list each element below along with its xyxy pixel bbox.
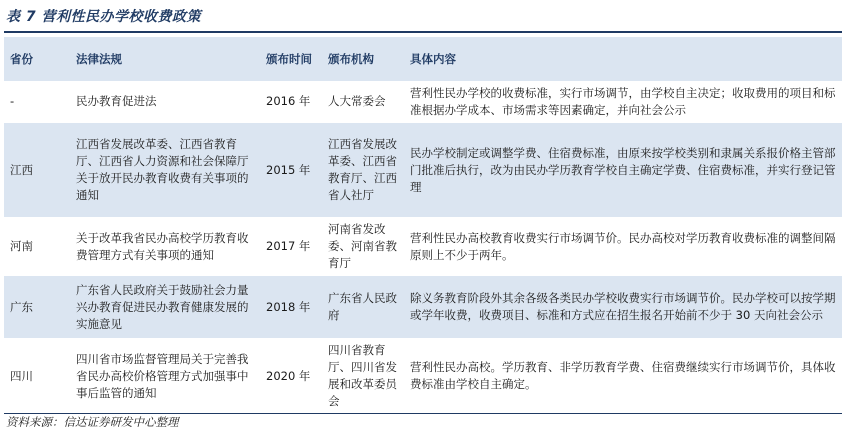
header-agency: 颁布机构: [328, 51, 374, 66]
cell-law: 关于改革我省民办高校学历教育收费管理方式有关事项的通知: [76, 230, 249, 262]
header-province: 省份: [10, 51, 33, 66]
header-date: 颁布时间: [266, 51, 312, 66]
source-note: 资料来源：信达证券研发中心整理: [6, 415, 179, 429]
cell-agency: 人大常委会: [328, 94, 386, 108]
cell-province: 广东: [10, 299, 33, 314]
policy-table: [4, 37, 842, 414]
table-row: [4, 339, 842, 414]
cell-agency: 江西省发展改革委、江西省教育厅、江西省人社厅: [328, 137, 397, 202]
cell-date: 2015 年: [266, 162, 311, 177]
table-row: [4, 218, 842, 276]
cell-content: 营利性民办高校。学历教育、非学历教育学费、住宿费继续实行市场调节价，具体收费标准由学校自主确定。: [410, 360, 836, 391]
title-divider: [4, 31, 842, 33]
cell-content: 民办学校制定或调整学费、住宿费标准，由原来按学校类别和隶属关系报价格主管部门批准后执行，改为由民办学历教育学校自主确定学费、住宿费标准，并实行登记管理: [410, 145, 836, 194]
cell-content: 营利性民办学校的收费标准，实行市场调节，由学校自主决定；收取费用的项目和标准根据办学成本、市场需求等因素确定，并向社会公示: [410, 85, 836, 117]
cell-province: -: [10, 94, 15, 108]
table-header-row: [4, 37, 842, 81]
cell-province: 河南: [10, 239, 33, 253]
cell-law: 四川省市场监督管理局关于完善我省民办高校价格管理方式加强事中事后监管的通知: [76, 351, 249, 400]
table-row: [4, 276, 842, 339]
header-content: 具体内容: [410, 51, 456, 66]
cell-date: 2017 年: [266, 239, 311, 253]
cell-date: 2018 年: [266, 299, 311, 314]
cell-date: 2016 年: [266, 94, 311, 108]
cell-province: 四川: [10, 368, 33, 383]
cell-date: 2020 年: [266, 368, 311, 383]
cell-law: 民办教育促进法: [76, 94, 157, 108]
cell-agency: 河南省发改委、河南省教育厅: [328, 222, 397, 270]
cell-content: 营利性民办高校教育收费实行市场调节价。民办高校对学历教育收费标准的调整间隔原则上不少于两年。: [410, 230, 836, 262]
cell-law: 广东省人民政府关于鼓励社会力量兴办教育促进民办教育健康发展的实施意见: [76, 282, 249, 331]
table-row: [4, 81, 842, 123]
cell-law: 江西省发展改革委、江西省教育厅、江西省人力资源和社会保障厅关于放开民办教育收费有关事项的通知: [76, 137, 249, 202]
cell-agency: 广东省人民政府: [328, 291, 397, 322]
cell-content: 除义务教育阶段外其余各级各类民办学校收费实行市场调节价。民办学校可以按学期或学年收费，收费项目、标准和方式应在招生报名开始前不少于 30 天向社会公示: [410, 291, 836, 322]
table-row: [4, 123, 842, 218]
cell-agency: 四川省教育厅、四川省发展和改革委员会: [328, 343, 397, 408]
cell-province: 江西: [10, 162, 33, 177]
table-title: 表 7 营利性民办学校收费政策: [6, 9, 201, 25]
header-law: 法律法规: [76, 51, 122, 66]
